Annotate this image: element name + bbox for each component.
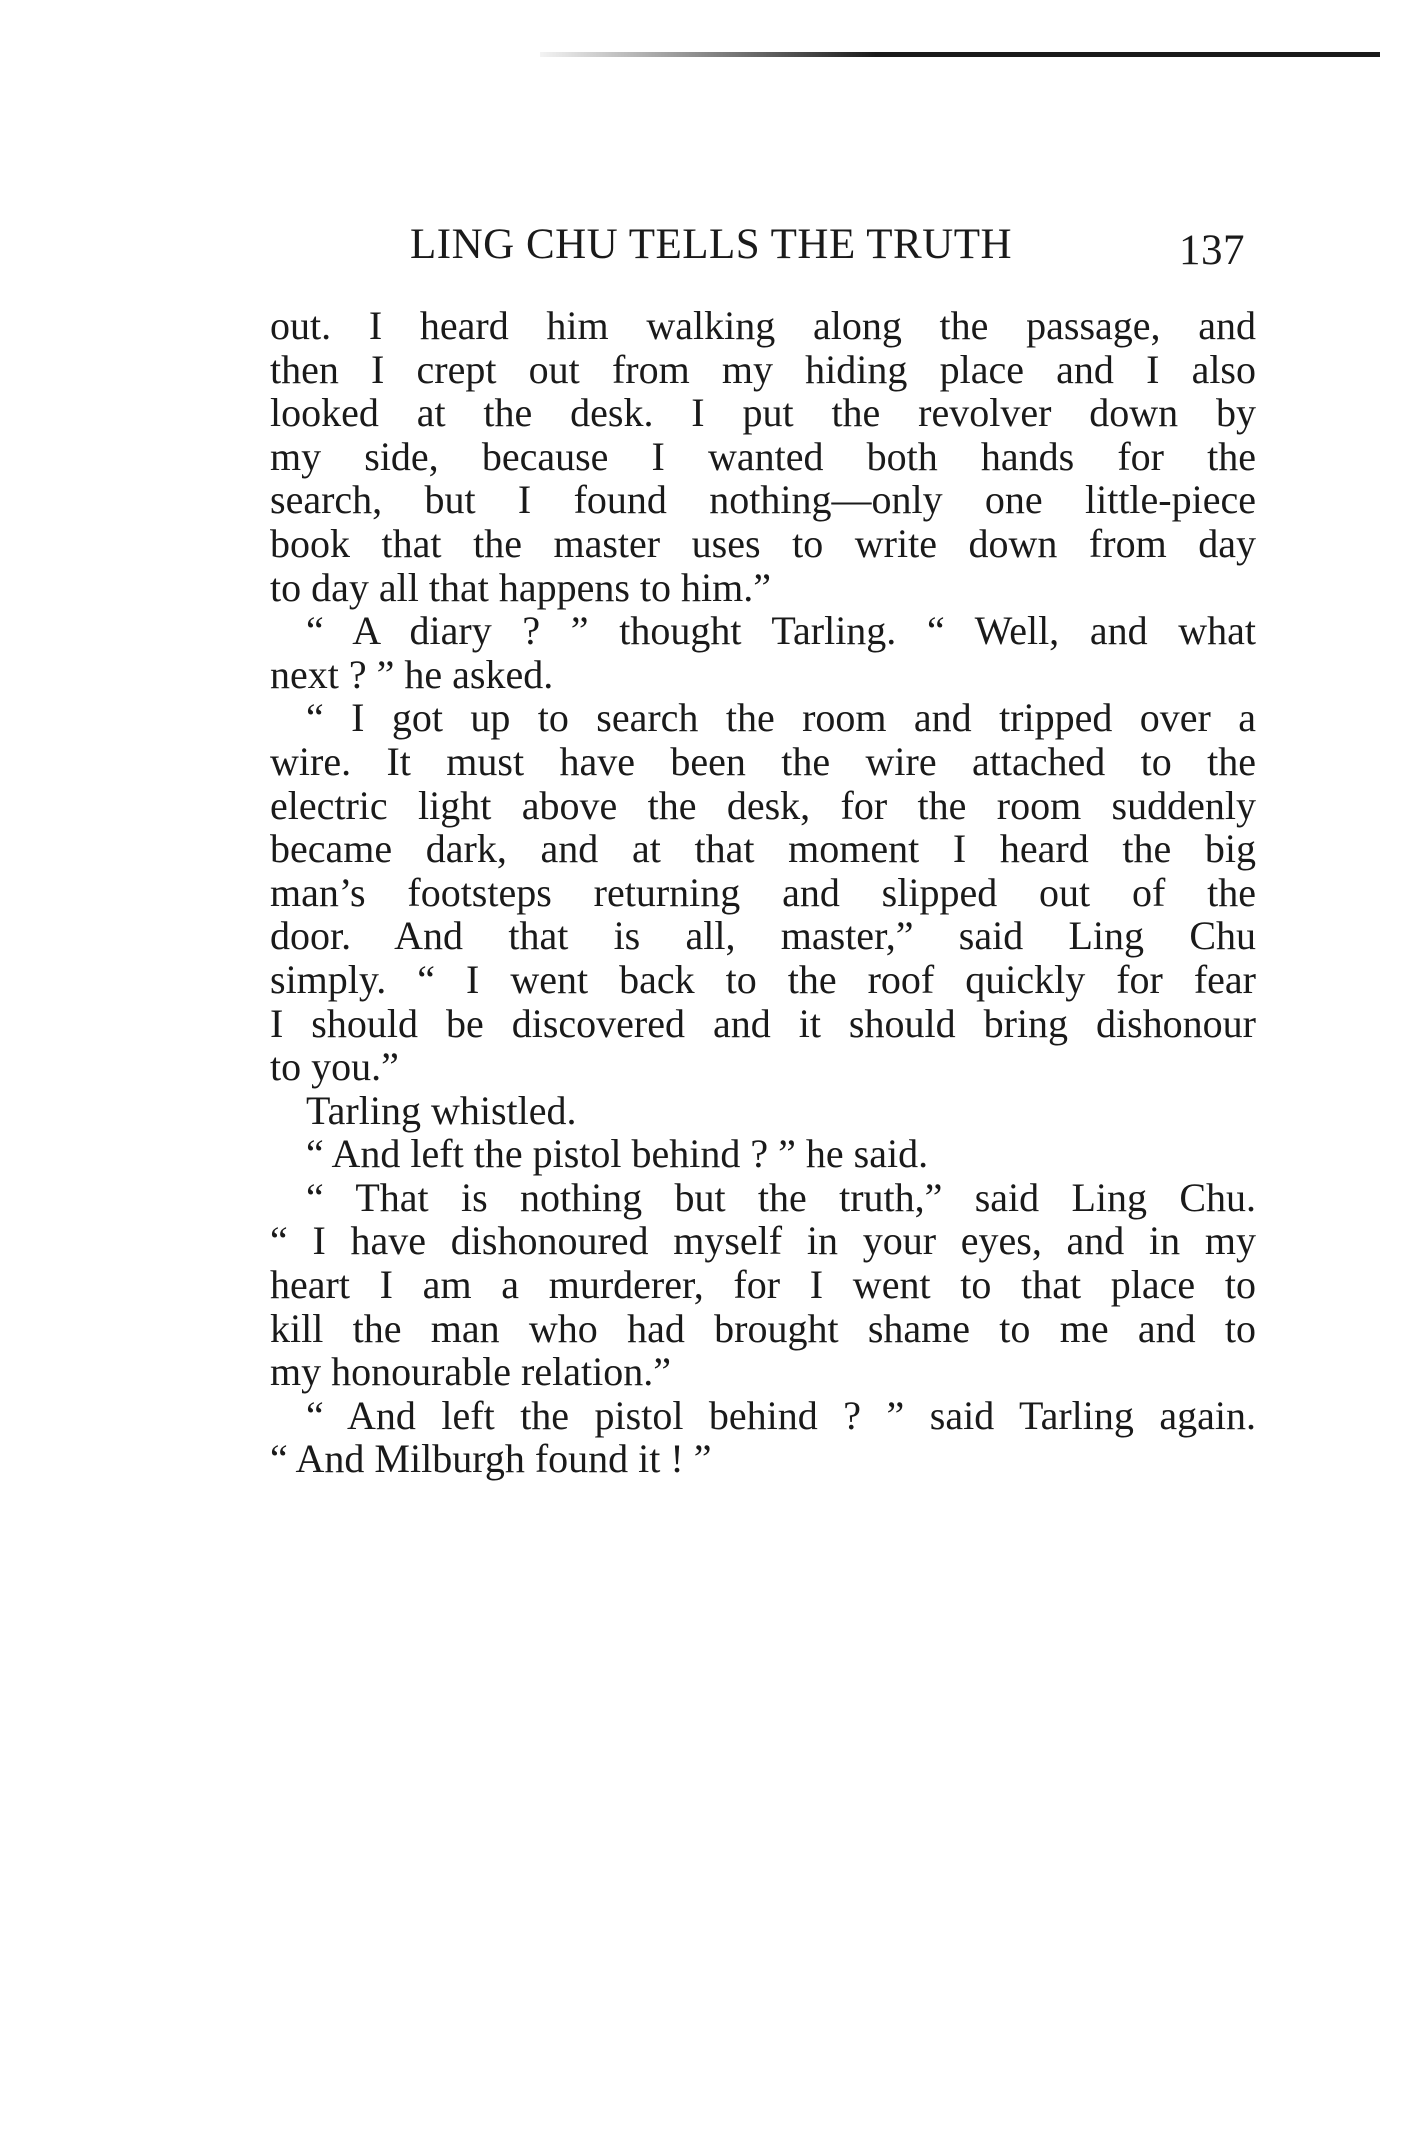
text-line: wire. It must have been the wire attached to the [270,738,1256,784]
text-line: I should be discovered and it should bring dishonour [270,1000,1256,1046]
text-line: search, but I found nothing—only one little-piece [270,477,1256,523]
text-line: Tarling whistled. [306,1087,577,1133]
text-line: then I crept out from my hiding place and I also [270,346,1256,392]
text-line: electric light above the desk, for the room suddenly [270,782,1256,828]
text-line: became dark, and at that moment I heard the big [270,826,1256,872]
text-line: door. And that is all, master,” said Ling Chu [270,913,1256,959]
text-line: “ That is nothing but the truth,” said Ling Chu. [306,1174,1256,1220]
page-number: 137 [1179,227,1245,274]
text-line: looked at the desk. I put the revolver down by [270,390,1256,436]
text-line: my side, because I wanted both hands for the [270,433,1256,479]
text-line: next ? ” he asked. [270,651,554,697]
text-line: simply. “ I went back to the roof quickly for fear [270,956,1256,1002]
text-line: book that the master uses to write down from day [270,520,1256,566]
text-line: “ And left the pistol behind ? ” said Tarling again. [306,1392,1256,1438]
text-line: “ And Milburgh found it ! ” [270,1436,712,1482]
text-line: heart I am a murderer, for I went to that place to [270,1262,1256,1308]
page-header [410,220,1270,274]
running-title: LING CHU TELLS THE TRUTH [410,221,1013,268]
text-line: to you.” [270,1044,399,1090]
text-line: “ A diary ? ” thought Tarling. “ Well, and what [306,608,1256,654]
text-line: “ And left the pistol behind ? ” he said. [306,1131,929,1177]
text-line: man’s footsteps returning and slipped out of the [270,869,1256,915]
body-text [270,304,1256,1481]
top-rule [540,52,1380,57]
text-line: out. I heard him walking along the passage, and [270,303,1256,348]
text-line: my honourable relation.” [270,1349,671,1395]
text-line: kill the man who had brought shame to me and to [270,1305,1256,1351]
text-line: “ I got up to search the room and tripped over a [306,695,1256,741]
text-line: “ I have dishonoured myself in your eyes, and in my [270,1218,1256,1264]
text-line: to day all that happens to him.” [270,564,771,610]
